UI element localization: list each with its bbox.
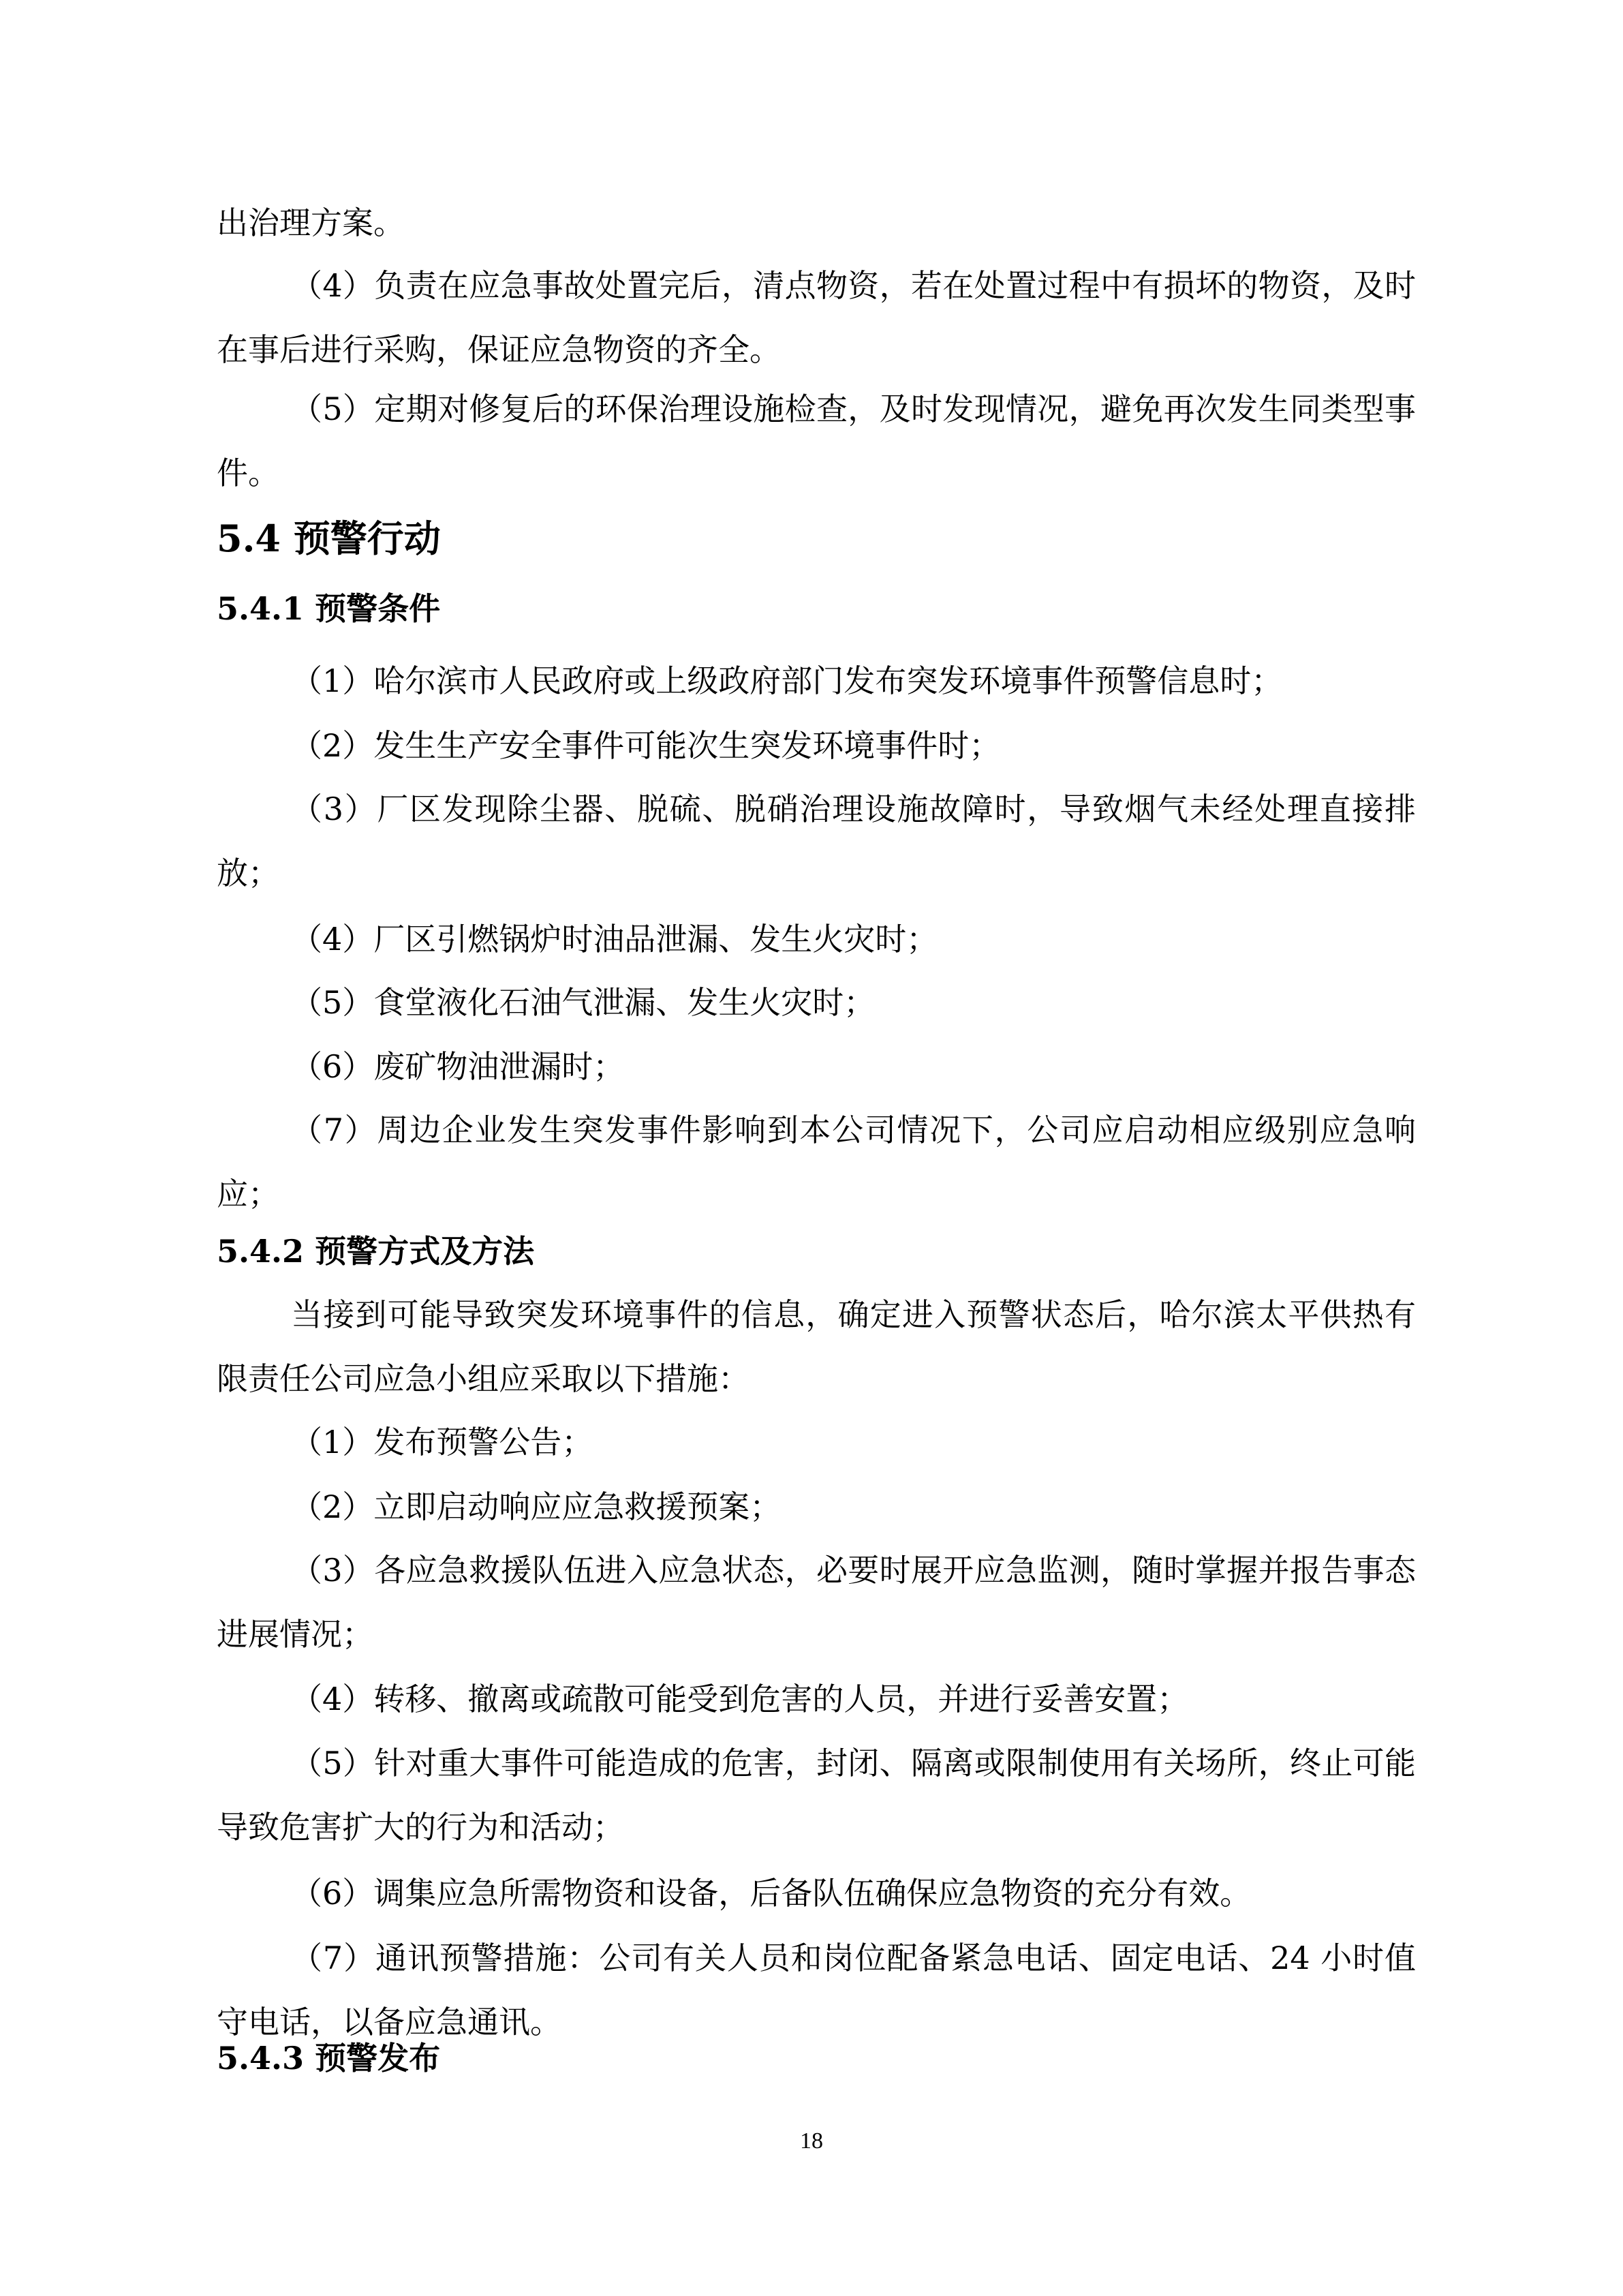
measure-item-1: （1）发布预警公告； <box>291 1424 593 1460</box>
measure-item-2: （2）立即启动响应应急救援预案； <box>291 1488 782 1525</box>
paragraph-item-5-inspection: （5）定期对修复后的环保治理设施检查，及时发现情况，避免再次发生同类型事件。 <box>217 391 1416 491</box>
measure-item-6: （6）调集应急所需物资和设备，后备队伍确保应急物资的充分有效。 <box>291 1875 1252 1912</box>
condition-item-6: （6）废矿物油泄漏时； <box>291 1048 625 1085</box>
subsection-heading-5-4-2: 5.4.2 预警方式及方法 <box>217 1233 535 1270</box>
page-number: 18 <box>800 2128 823 2154</box>
paragraph-item-4-supplies: （4）负责在应急事故处置完后，清点物资，若在处置过程中有损坏的物资，及时在事后进行采购，保证应急物资的齐全。 <box>217 267 1416 368</box>
measure-item-4: （4）转移、撤离或疏散可能受到危害的人员，并进行妥善安置； <box>291 1681 1189 1717</box>
condition-item-3: （3）厂区发现除尘器、脱硫、脱硝治理设施故障时，导致烟气未经处理直接排放； <box>217 791 1416 891</box>
subsection-heading-5-4-1: 5.4.1 预警条件 <box>217 590 441 627</box>
measure-item-7: （7）通讯预警措施：公司有关人员和岗位配备紧急电话、固定电话、24 小时值守电话，以备应急通讯。 <box>217 1940 1416 2040</box>
section-heading-5-4: 5.4 预警行动 <box>217 517 441 560</box>
subsection-heading-5-4-3: 5.4.3 预警发布 <box>217 2040 441 2077</box>
paragraph-warning-intro: 当接到可能导致突发环境事件的信息，确定进入预警状态后，哈尔滨太平供热有限责任公司应急小组应采取以下措施： <box>217 1296 1416 1397</box>
condition-item-4: （4）厂区引燃锅炉时油品泄漏、发生火灾时； <box>291 921 938 958</box>
paragraph-continuation: 出治理方案。 <box>217 204 405 241</box>
condition-item-5: （5）食堂液化石油气泄漏、发生火灾时； <box>291 984 876 1021</box>
condition-item-7: （7）周边企业发生突发事件影响到本公司情况下，公司应启动相应级别应急响应； <box>217 1112 1416 1212</box>
condition-item-1: （1）哈尔滨市人民政府或上级政府部门发布突发环境事件预警信息时； <box>291 662 1283 699</box>
measure-item-5: （5）针对重大事件可能造成的危害，封闭、隔离或限制使用有关场所，终止可能导致危害扩大的行为和活动； <box>217 1745 1416 1846</box>
condition-item-2: （2）发生生产安全事件可能次生突发环境事件时； <box>291 727 1001 764</box>
measure-item-3: （3）各应急救援队伍进入应急状态，必要时展开应急监测，随时掌握并报告事态进展情况； <box>217 1552 1416 1653</box>
